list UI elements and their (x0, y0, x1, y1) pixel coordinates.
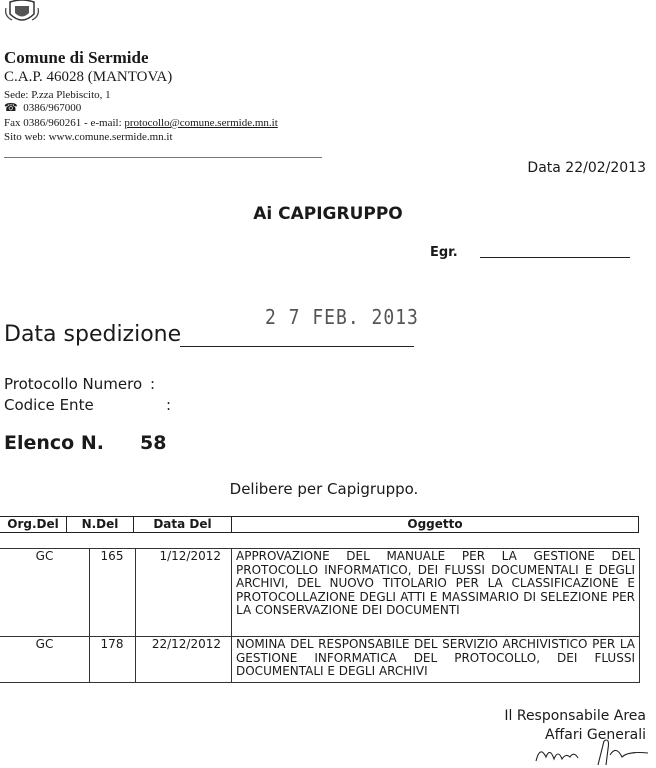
data-spedizione-line (180, 346, 414, 347)
elenco-number: 58 (140, 432, 167, 454)
email-link[interactable]: protocollo@comune.sermide.mn.it (124, 117, 278, 129)
recipient-heading: Ai CAPIGRUPPO (253, 204, 403, 224)
protocollo-colon: : (150, 375, 156, 393)
letterhead-divider (4, 157, 322, 158)
egr-blank-line (480, 257, 630, 258)
signoff-area: Affari Generali (545, 727, 646, 743)
phone-line (4, 102, 81, 115)
protocollo-label: Protocollo Numero (4, 375, 143, 393)
cell-oggetto: APPROVAZIONE DEL MANUALE PER LA GESTIONE DEL PROTOCOLLO INFORMATICO, DEI FLUSSI DOCUMENTALI E DEGLI ARCHIVI, DEL NUOVO TITOLARIO PER LA CLASSIFICAZIONE E PROTOCOLLAZIONE DEGLI ATTI E MASSIMARIO DI SELEZIONE PER LA CONSERVAZIONE DEI DOCUMENTI (231, 548, 640, 637)
municipal-crest-icon (4, 0, 40, 26)
cell-n-del: 165 (89, 548, 136, 637)
header-oggetto: Oggetto (232, 516, 639, 533)
phone-number: 0386/967000 (23, 102, 82, 114)
codice-ente-colon: : (166, 396, 172, 414)
cell-oggetto: NOMINA DEL RESPONSABILE DEL SERVIZIO ARCHIVISTICO PER LA GESTIONE INFORMATICA DEL PROTOCOLLO, DEI FLUSSI DOCUMENTALI E DEGLI ARCHIVI (231, 636, 640, 683)
cell-data-del: 22/12/2012 (135, 636, 232, 683)
cell-org-del: GC (0, 548, 90, 637)
cell-n-del: 178 (89, 636, 136, 683)
elenco-label: Elenco N. (4, 432, 104, 454)
postal-code: C.A.P. 46028 (MANTOVA) (4, 69, 173, 85)
handwritten-signature (532, 735, 650, 768)
header-n-del: N.Del (67, 516, 134, 533)
cell-data-del: 1/12/2012 (135, 548, 232, 637)
egr-label: Egr. (430, 245, 458, 260)
document-date: Data 22/02/2013 (527, 160, 646, 176)
delibere-subtitle-text: Delibere per Capigruppo. (229, 480, 419, 498)
codice-ente-label: Codice Ente (4, 396, 94, 414)
telephone-icon: ☎ (4, 102, 18, 114)
cell-org-del: GC (0, 636, 90, 683)
comune-name: Comune di Sermide (4, 48, 149, 67)
website: Sito web: www.comune.sermide.mn.it (4, 131, 173, 143)
fax-email-line (4, 117, 278, 130)
header-data-del: Data Del (134, 516, 232, 533)
date-stamp: 2 7 FEB. 2013 (265, 305, 419, 330)
header-org-del: Org.Del (0, 516, 67, 533)
fax-text: Fax 0386/960261 - e-mail: (4, 117, 125, 129)
signoff-title: Il Responsabile Area (504, 708, 646, 724)
data-spedizione-label: Data spedizione (4, 322, 182, 347)
delibere-subtitle (0, 480, 656, 498)
address: Sede: P.zza Plebiscito, 1 (4, 89, 111, 101)
